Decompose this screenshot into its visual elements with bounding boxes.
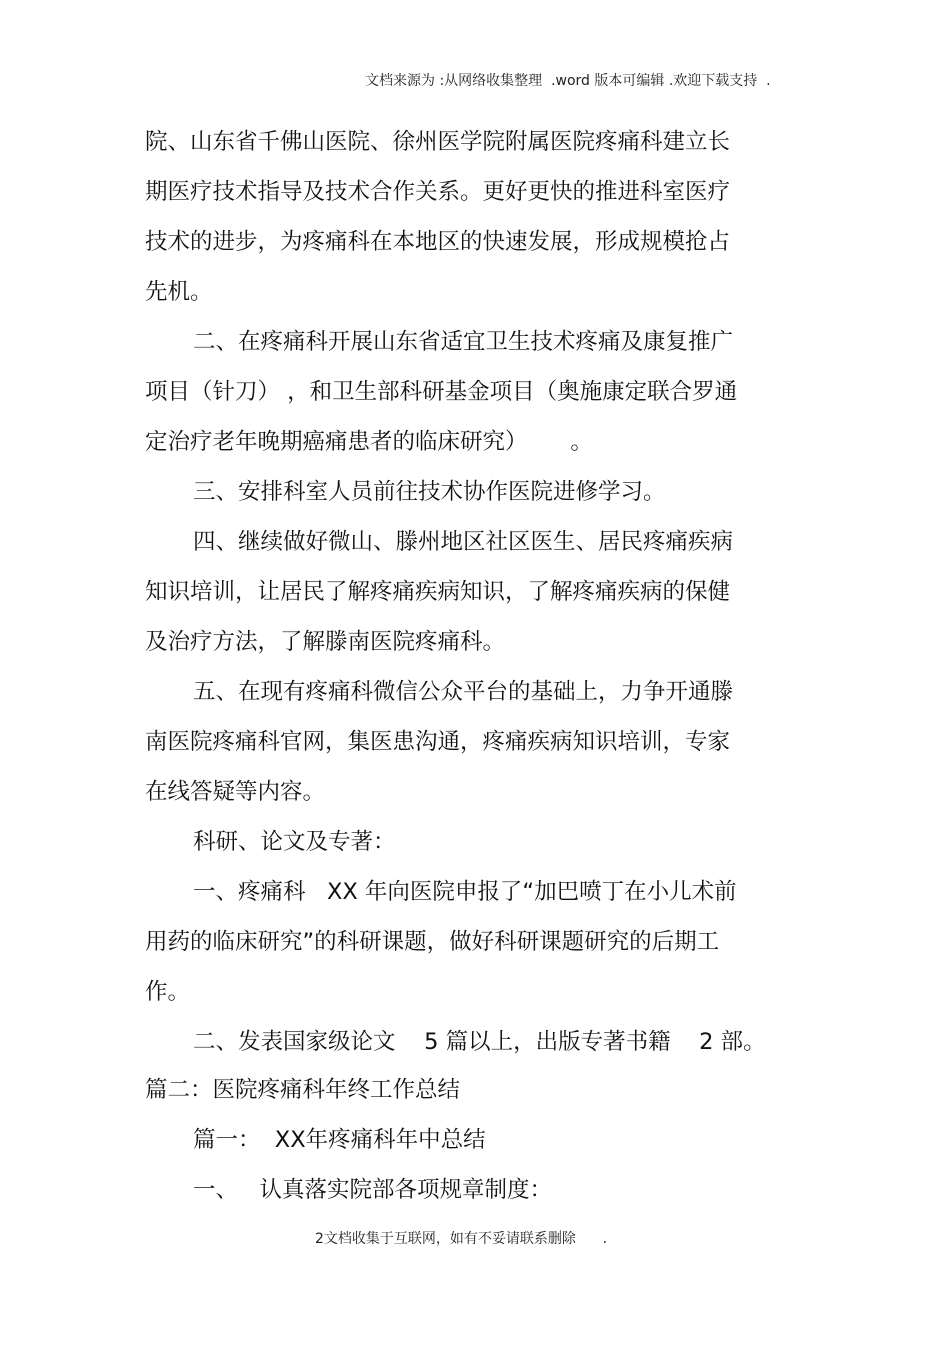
page-footer: 2文档收集于互联网，如有不妥请联系删除 . [315,1231,608,1247]
text-line: 用药的临床研究”的科研课题，做好科研课题研究的后期工 [145,929,720,955]
text-line: 技术的进步，为疼痛科在本地区的快速发展，形成规模抢占 [145,229,731,255]
text-line: 作。 [145,979,191,1005]
text-line: 二、在疼痛科开展山东省适宜卫生技术疼痛及康复推广 [193,329,734,355]
section-heading: 篇二：医院疼痛科年终工作总结 [145,1077,461,1103]
text-line: 院、山东省千佛山医院、徐州医学院附属医院疼痛科建立长 [145,129,731,155]
text-line: 先机。 [145,279,213,305]
text-line: 三、安排科室人员前往技术协作医院进修学习。 [193,479,666,505]
text-line: 科研、论文及专著： [193,829,396,855]
text-line: 期医疗技术指导及技术合作关系。更好更快的推进科室医疗 [145,179,731,205]
text-line: 南医院疼痛科官网，集医患沟通，疼痛疾病知识培训，专家 [145,729,731,755]
text-line: 及治疗方法，了解滕南医院疼痛科。 [145,629,506,655]
text-line: 一、 认真落实院部各项规章制度： [193,1177,552,1203]
text-line: 在线答疑等内容。 [145,779,326,805]
text-line: 项目（针刀） ，和卫生部科研基金项目（奥施康定联合罗通 [145,379,738,405]
text-line: 二、发表国家级论文 5 篇以上，出版专著书籍 2 部。 [193,1029,766,1055]
text-line: 定治疗老年晚期癌痛患者的临床研究） 。 [145,429,593,455]
text-line: 四、继续做好微山、滕州地区社区医生、居民疼痛疾病 [193,529,734,555]
text-line: 知识培训，让居民了解疼痛疾病知识，了解疼痛疾病的保健 [145,579,731,605]
text-line: 一、疼痛科 XX 年向医院申报了“加巴喷丁在小儿术前 [193,879,737,905]
text-line: 五、在现有疼痛科微信公众平台的基础上，力争开通滕 [193,679,734,705]
page-header: 文档来源为 :从网络收集整理 .word 版本可编辑 .欢迎下载支持 . [365,73,771,89]
text-line: 篇一： XX年疼痛科年中总结 [193,1127,486,1153]
